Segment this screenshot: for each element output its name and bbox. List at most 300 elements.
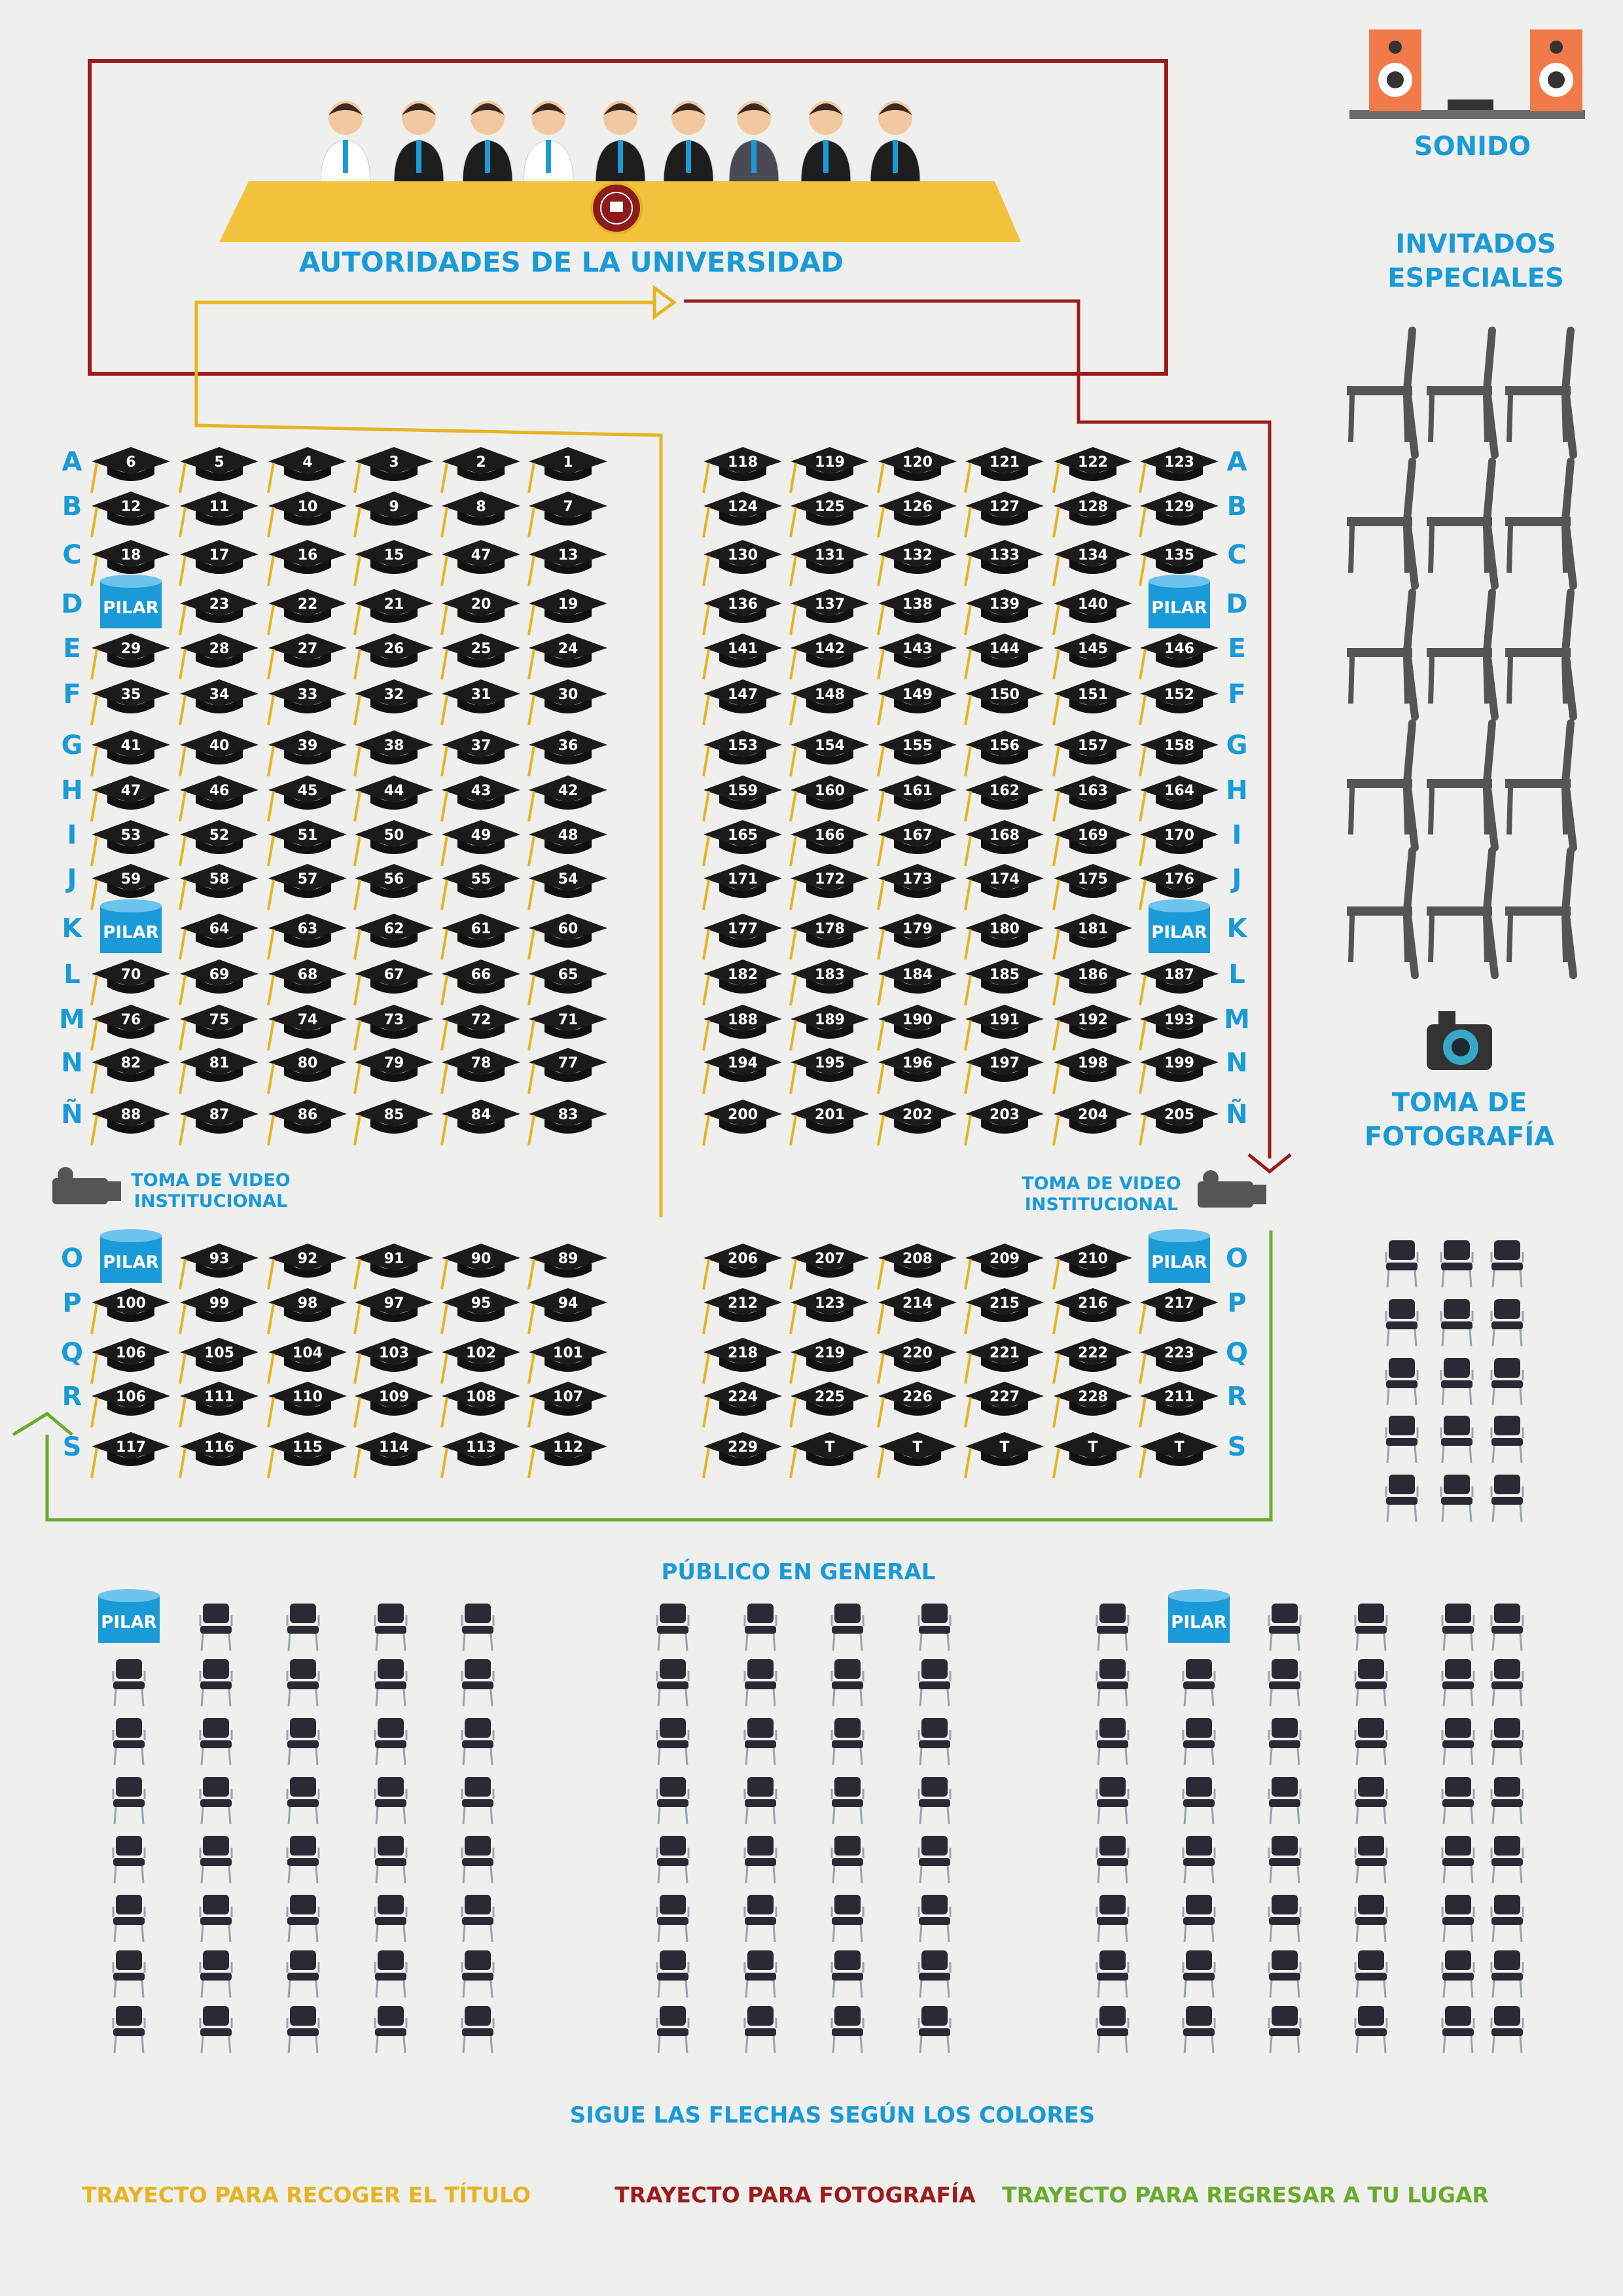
- svg-text:46: 46: [209, 783, 230, 799]
- svg-text:37: 37: [471, 738, 491, 754]
- graduation-cap-seat: [529, 1288, 607, 1334]
- graduation-cap-seat: [704, 1288, 782, 1334]
- svg-text:199: 199: [1164, 1055, 1194, 1071]
- public-chair-icon: [1269, 1895, 1300, 1942]
- graduation-cap-seat: [355, 1005, 433, 1050]
- row-label: H: [1226, 776, 1248, 806]
- svg-text:196: 196: [902, 1055, 933, 1071]
- row-label: C: [1227, 540, 1247, 570]
- svg-text:207: 207: [815, 1251, 845, 1267]
- public-chair-icon: [1269, 1950, 1300, 1998]
- public-chair-icon: [200, 2006, 232, 2053]
- public-chair-icon: [1269, 1836, 1300, 1883]
- svg-text:60: 60: [558, 921, 579, 937]
- graduation-cap-seat: [1140, 1288, 1219, 1334]
- graduation-cap-seat: [878, 820, 957, 866]
- svg-text:59: 59: [120, 871, 141, 888]
- public-chair-icon: [745, 1718, 776, 1765]
- svg-text:5: 5: [214, 454, 224, 471]
- graduation-cap-seat: [529, 730, 607, 776]
- graduation-cap-seat: [704, 776, 782, 821]
- graduation-cap-seat: [180, 1288, 259, 1334]
- svg-text:33: 33: [297, 687, 318, 703]
- svg-text:52: 52: [209, 827, 230, 844]
- row-label: H: [61, 776, 83, 806]
- svg-text:34: 34: [209, 687, 230, 703]
- svg-text:144: 144: [990, 641, 1020, 657]
- public-chair-icon: [745, 1950, 776, 1998]
- graduation-cap-seat: [1054, 1244, 1132, 1289]
- graduation-cap-seat: [1140, 1100, 1219, 1145]
- svg-text:201: 201: [815, 1107, 845, 1123]
- public-chair-icon: [1097, 1659, 1128, 1706]
- svg-text:228: 228: [1078, 1389, 1108, 1405]
- svg-text:74: 74: [297, 1012, 318, 1028]
- graduation-cap-seat: [92, 1048, 170, 1094]
- svg-text:32: 32: [383, 687, 404, 703]
- svg-text:172: 172: [815, 871, 845, 888]
- graduation-cap-seat: [92, 679, 170, 725]
- svg-text:24: 24: [558, 641, 579, 657]
- graduation-cap-seat: [878, 492, 957, 537]
- graduation-cap-seat: [965, 447, 1044, 493]
- svg-text:189: 189: [815, 1012, 845, 1028]
- svg-text:154: 154: [815, 738, 845, 754]
- svg-text:T: T: [825, 1439, 835, 1456]
- svg-text:204: 204: [1078, 1107, 1108, 1123]
- svg-text:142: 142: [815, 641, 845, 657]
- graduation-cap-seat: [442, 1432, 520, 1478]
- svg-text:119: 119: [815, 454, 845, 471]
- svg-text:PILAR: PILAR: [103, 598, 159, 618]
- svg-text:1: 1: [563, 454, 573, 471]
- graduation-cap-seat: [704, 914, 782, 960]
- svg-text:90: 90: [471, 1251, 491, 1267]
- graduation-cap-seat: [355, 730, 433, 776]
- svg-text:T: T: [999, 1439, 1010, 1456]
- graduation-cap-seat: [1054, 776, 1132, 821]
- svg-text:210: 210: [1078, 1251, 1108, 1267]
- photo-area-chair-icon: [1491, 1475, 1523, 1522]
- graduation-cap-seat: [442, 634, 520, 679]
- public-chair-icon: [1442, 1659, 1474, 1706]
- svg-text:73: 73: [383, 1012, 404, 1028]
- graduation-cap-seat: [180, 864, 259, 910]
- graduation-cap-seat: [704, 679, 782, 725]
- graduation-cap-seat: [529, 540, 607, 586]
- svg-text:159: 159: [728, 783, 758, 799]
- graduation-cap-seat: [180, 1005, 259, 1050]
- row-label: A: [1226, 447, 1247, 477]
- photo-area-chair-icon: [1441, 1475, 1472, 1522]
- graduation-cap-seat: [180, 679, 259, 725]
- svg-text:9: 9: [389, 499, 399, 515]
- svg-text:219: 219: [815, 1345, 845, 1361]
- graduation-cap-seat: [704, 864, 782, 910]
- public-chair-icon: [287, 1895, 319, 1942]
- svg-text:146: 146: [1164, 641, 1194, 657]
- svg-text:56: 56: [383, 871, 404, 888]
- public-chair-icon: [287, 1604, 319, 1651]
- graduation-cap-seat: [355, 1338, 433, 1384]
- svg-text:177: 177: [728, 921, 758, 937]
- svg-text:103: 103: [379, 1345, 409, 1361]
- graduation-cap-seat: [180, 730, 259, 776]
- public-chair-icon: [832, 1950, 863, 1998]
- head-table: [219, 181, 1021, 242]
- public-chair-icon: [745, 2006, 776, 2053]
- graduation-cap-seat: [1054, 1100, 1132, 1145]
- graduation-cap-seat: [529, 492, 607, 537]
- svg-text:162: 162: [990, 783, 1020, 799]
- pillar: [100, 1229, 162, 1283]
- row-label: M: [1224, 1005, 1250, 1035]
- graduation-cap-seat: [268, 589, 347, 635]
- public-chair-icon: [1183, 1895, 1215, 1942]
- public-chair-icon: [287, 2006, 319, 2053]
- graduation-cap-seat: [791, 1100, 869, 1145]
- graduation-cap-seat: [1140, 1432, 1219, 1478]
- photo-area-chair-icon: [1491, 1240, 1523, 1287]
- graduation-cap-seat: [180, 447, 259, 493]
- graduation-cap-seat: [529, 1244, 607, 1289]
- svg-text:100: 100: [116, 1295, 146, 1312]
- guest-chair-icon: [1505, 331, 1573, 455]
- svg-text:160: 160: [815, 783, 845, 799]
- row-label: Ñ: [1226, 1100, 1248, 1130]
- public-chair-icon: [200, 1895, 232, 1942]
- svg-text:188: 188: [728, 1012, 758, 1028]
- authority-person-icon: [524, 101, 573, 182]
- graduation-cap-seat: [529, 589, 607, 635]
- svg-text:88: 88: [120, 1107, 141, 1123]
- svg-text:55: 55: [471, 871, 491, 888]
- graduation-cap-seat: [442, 1338, 520, 1384]
- public-chair-icon: [1097, 2006, 1128, 2053]
- public-chair-icon: [657, 1895, 688, 1942]
- graduation-cap-seat: [791, 589, 869, 635]
- graduation-cap-seat: [1140, 776, 1219, 821]
- svg-text:194: 194: [728, 1055, 758, 1071]
- legend-item: TRAYECTO PARA REGRESAR A TU LUGAR: [1002, 2182, 1489, 2208]
- camera-icon: [1427, 1011, 1492, 1070]
- row-label: I: [67, 820, 77, 850]
- svg-text:7: 7: [563, 499, 573, 515]
- graduation-cap-seat: [878, 447, 957, 493]
- graduation-cap-seat: [529, 1100, 607, 1145]
- svg-text:76: 76: [120, 1012, 141, 1028]
- public-chair-icon: [375, 1718, 406, 1765]
- svg-text:41: 41: [120, 738, 141, 754]
- graduation-cap-seat: [704, 1048, 782, 1094]
- svg-text:21: 21: [383, 596, 404, 613]
- guest-chair-icon: [1505, 723, 1573, 848]
- public-title: PÚBLICO EN GENERAL: [661, 1559, 936, 1585]
- pillar: [98, 1589, 160, 1643]
- public-chair-icon: [919, 1659, 950, 1706]
- svg-text:81: 81: [209, 1055, 230, 1071]
- graduation-cap-seat: [791, 820, 869, 866]
- public-chair-icon: [1097, 1718, 1128, 1765]
- svg-text:121: 121: [990, 454, 1020, 471]
- graduation-cap-seat: [92, 1382, 170, 1427]
- public-chair-icon: [1269, 1777, 1300, 1824]
- graduation-cap-seat: [878, 540, 957, 586]
- svg-text:195: 195: [815, 1055, 845, 1071]
- svg-text:116: 116: [204, 1439, 234, 1456]
- svg-text:2: 2: [476, 454, 486, 471]
- svg-text:36: 36: [558, 738, 579, 754]
- graduation-cap-seat: [180, 492, 259, 537]
- svg-text:20: 20: [471, 596, 491, 613]
- svg-text:42: 42: [558, 783, 579, 799]
- svg-text:141: 141: [728, 641, 758, 657]
- public-chair-icon: [375, 1659, 406, 1706]
- svg-text:98: 98: [297, 1295, 318, 1312]
- row-label: N: [1226, 1048, 1248, 1078]
- pillar: [1168, 1589, 1230, 1643]
- graduation-cap-seat: [529, 634, 607, 679]
- graduation-cap-seat: [268, 820, 347, 866]
- graduation-cap-seat: [791, 864, 869, 910]
- graduation-cap-seat: [704, 1432, 782, 1478]
- svg-text:62: 62: [383, 921, 404, 937]
- svg-text:77: 77: [558, 1055, 579, 1071]
- graduation-cap-seat: [965, 914, 1044, 960]
- graduation-cap-seat: [268, 1005, 347, 1050]
- graduate-seats: [92, 447, 1219, 1478]
- svg-text:82: 82: [120, 1055, 141, 1071]
- public-chair-icon: [113, 2006, 145, 2053]
- svg-text:11: 11: [209, 499, 230, 515]
- svg-text:89: 89: [558, 1251, 579, 1267]
- row-label: F: [63, 679, 81, 709]
- graduation-cap-seat: [1140, 634, 1219, 679]
- svg-text:8: 8: [476, 499, 486, 515]
- svg-text:217: 217: [1164, 1295, 1194, 1312]
- graduation-cap-seat: [965, 960, 1044, 1005]
- public-chair-icon: [287, 1950, 319, 1998]
- graduation-cap-seat: [268, 634, 347, 679]
- svg-text:129: 129: [1164, 499, 1194, 515]
- row-label: D: [61, 589, 83, 619]
- svg-text:184: 184: [902, 967, 933, 983]
- graduation-cap-seat: [878, 960, 957, 1005]
- svg-text:31: 31: [471, 687, 491, 703]
- guest-chair-icon: [1427, 592, 1495, 717]
- svg-text:PILAR: PILAR: [1171, 1613, 1227, 1632]
- svg-text:122: 122: [1078, 454, 1108, 471]
- public-chair-icon: [1269, 2006, 1300, 2053]
- svg-text:87: 87: [209, 1107, 230, 1123]
- graduation-cap-seat: [92, 776, 170, 821]
- graduation-cap-seat: [442, 447, 520, 493]
- public-chair-icon: [1355, 2006, 1387, 2053]
- public-chair-icon: [375, 1950, 406, 1998]
- graduation-cap-seat: [1140, 1005, 1219, 1050]
- public-chair-icon: [1491, 1718, 1523, 1765]
- svg-text:29: 29: [120, 641, 141, 657]
- svg-text:171: 171: [728, 871, 758, 888]
- svg-text:107: 107: [553, 1389, 583, 1405]
- svg-text:54: 54: [558, 871, 579, 888]
- public-chair-icon: [1097, 1895, 1128, 1942]
- graduation-cap-seat: [355, 820, 433, 866]
- graduation-cap-seat: [878, 1100, 957, 1145]
- graduation-cap-seat: [1140, 730, 1219, 776]
- svg-text:186: 186: [1078, 967, 1108, 983]
- sound-equipment-icon: [1349, 29, 1585, 119]
- graduation-cap-seat: [92, 634, 170, 679]
- graduation-cap-seat: [791, 730, 869, 776]
- public-chair-icon: [1491, 1777, 1523, 1824]
- row-label: I: [1232, 820, 1242, 850]
- graduation-cap-seat: [268, 864, 347, 910]
- svg-text:165: 165: [728, 827, 758, 844]
- svg-text:156: 156: [990, 738, 1020, 754]
- guest-chair-icon: [1347, 851, 1415, 975]
- svg-text:192: 192: [1078, 1012, 1108, 1028]
- svg-text:105: 105: [204, 1345, 234, 1361]
- svg-text:128: 128: [1078, 499, 1108, 515]
- public-chair-icon: [287, 1659, 319, 1706]
- svg-text:168: 168: [990, 827, 1020, 844]
- graduation-cap-seat: [355, 589, 433, 635]
- svg-text:83: 83: [558, 1107, 579, 1123]
- svg-text:49: 49: [471, 827, 491, 844]
- graduation-cap-seat: [442, 679, 520, 725]
- row-label: S: [1227, 1432, 1247, 1462]
- public-chair-icon: [1183, 1777, 1215, 1824]
- public-chair-icon: [832, 1604, 863, 1651]
- graduation-cap-seat: [180, 960, 259, 1005]
- graduation-cap-seat: [180, 1048, 259, 1094]
- svg-text:180: 180: [990, 921, 1020, 937]
- public-chair-icon: [657, 1950, 688, 1998]
- public-chair-icon: [462, 1950, 493, 1998]
- svg-text:202: 202: [902, 1107, 933, 1123]
- video-camera-icon: [52, 1167, 121, 1204]
- svg-text:123: 123: [815, 1295, 845, 1312]
- public-chair-icon: [832, 1836, 863, 1883]
- public-chair-icon: [657, 1604, 688, 1651]
- svg-text:85: 85: [383, 1107, 404, 1123]
- graduation-cap-seat: [180, 1338, 259, 1384]
- public-chair-icon: [462, 1836, 493, 1883]
- graduation-cap-seat: [791, 1432, 869, 1478]
- row-label: L: [63, 960, 80, 990]
- graduation-cap-seat: [791, 1244, 869, 1289]
- svg-text:223: 223: [1164, 1345, 1194, 1361]
- graduation-cap-seat: [268, 1100, 347, 1145]
- svg-text:163: 163: [1078, 783, 1108, 799]
- svg-text:PILAR: PILAR: [1151, 923, 1207, 942]
- svg-text:70: 70: [120, 967, 141, 983]
- public-chair-icon: [375, 1895, 406, 1942]
- public-chair-icon: [1097, 1604, 1128, 1651]
- sound-label: SONIDO: [1414, 132, 1531, 162]
- graduation-cap-seat: [1054, 540, 1132, 586]
- graduation-cap-seat: [355, 914, 433, 960]
- guest-chairs: [1347, 331, 1573, 975]
- graduation-cap-seat: [791, 1288, 869, 1334]
- public-chair-icon: [919, 2006, 950, 2053]
- row-label: D: [1226, 589, 1248, 619]
- svg-text:117: 117: [116, 1439, 146, 1456]
- graduation-cap-seat: [965, 492, 1044, 537]
- graduation-cap-seat: [442, 540, 520, 586]
- svg-text:143: 143: [902, 641, 933, 657]
- public-chair-icon: [462, 1777, 493, 1824]
- svg-text:151: 151: [1078, 687, 1108, 703]
- svg-text:155: 155: [902, 738, 933, 754]
- guest-chair-icon: [1347, 723, 1415, 848]
- svg-text:169: 169: [1078, 827, 1108, 844]
- public-chair-icon: [113, 1836, 145, 1883]
- guest-chair-icon: [1505, 851, 1573, 975]
- graduation-cap-seat: [442, 589, 520, 635]
- graduation-cap-seat: [268, 679, 347, 725]
- graduation-cap-seat: [791, 776, 869, 821]
- graduation-cap-seat: [965, 1048, 1044, 1094]
- graduation-cap-seat: [1140, 1048, 1219, 1094]
- svg-text:138: 138: [902, 596, 933, 613]
- public-chair-icon: [462, 1895, 493, 1942]
- graduation-cap-seat: [878, 864, 957, 910]
- photo-area-chairs: [1386, 1240, 1523, 1522]
- svg-text:57: 57: [297, 871, 318, 888]
- svg-text:110: 110: [293, 1389, 323, 1405]
- svg-text:13: 13: [558, 547, 579, 564]
- graduation-cap-seat: [791, 1338, 869, 1384]
- svg-text:145: 145: [1078, 641, 1108, 657]
- graduation-cap-seat: [180, 540, 259, 586]
- svg-text:130: 130: [728, 547, 758, 564]
- svg-text:220: 220: [902, 1345, 933, 1361]
- graduation-cap-seat: [355, 1100, 433, 1145]
- svg-text:16: 16: [297, 547, 318, 564]
- guest-chair-icon: [1505, 592, 1573, 717]
- graduation-cap-seat: [878, 914, 957, 960]
- svg-text:124: 124: [728, 499, 758, 515]
- svg-text:10: 10: [297, 499, 318, 515]
- photo-area-chair-icon: [1441, 1358, 1472, 1405]
- graduation-cap-seat: [1140, 1382, 1219, 1427]
- svg-text:PILAR: PILAR: [101, 1613, 157, 1632]
- public-chair-icon: [375, 2006, 406, 2053]
- row-label: Ñ: [61, 1100, 83, 1130]
- graduation-cap-seat: [442, 864, 520, 910]
- svg-text:PILAR: PILAR: [1151, 1253, 1207, 1272]
- public-chair-icon: [287, 1718, 319, 1765]
- public-chair-icon: [1442, 1604, 1474, 1651]
- graduation-cap-seat: [1054, 1288, 1132, 1334]
- graduation-cap-seat: [965, 1100, 1044, 1145]
- graduation-cap-seat: [355, 1244, 433, 1289]
- public-chair-icon: [745, 1659, 776, 1706]
- svg-text:67: 67: [383, 967, 404, 983]
- graduation-cap-seat: [1054, 1048, 1132, 1094]
- public-chair-icon: [1355, 1718, 1387, 1765]
- graduation-cap-seat: [180, 914, 259, 960]
- graduation-cap-seat: [529, 1338, 607, 1384]
- guests-label: INVITADOS ESPECIALES: [1387, 229, 1564, 293]
- graduation-cap-seat: [442, 1244, 520, 1289]
- svg-text:227: 227: [990, 1389, 1020, 1405]
- svg-text:176: 176: [1164, 871, 1194, 888]
- public-chair-icon: [1269, 1604, 1300, 1651]
- graduation-cap-seat: [965, 1432, 1044, 1478]
